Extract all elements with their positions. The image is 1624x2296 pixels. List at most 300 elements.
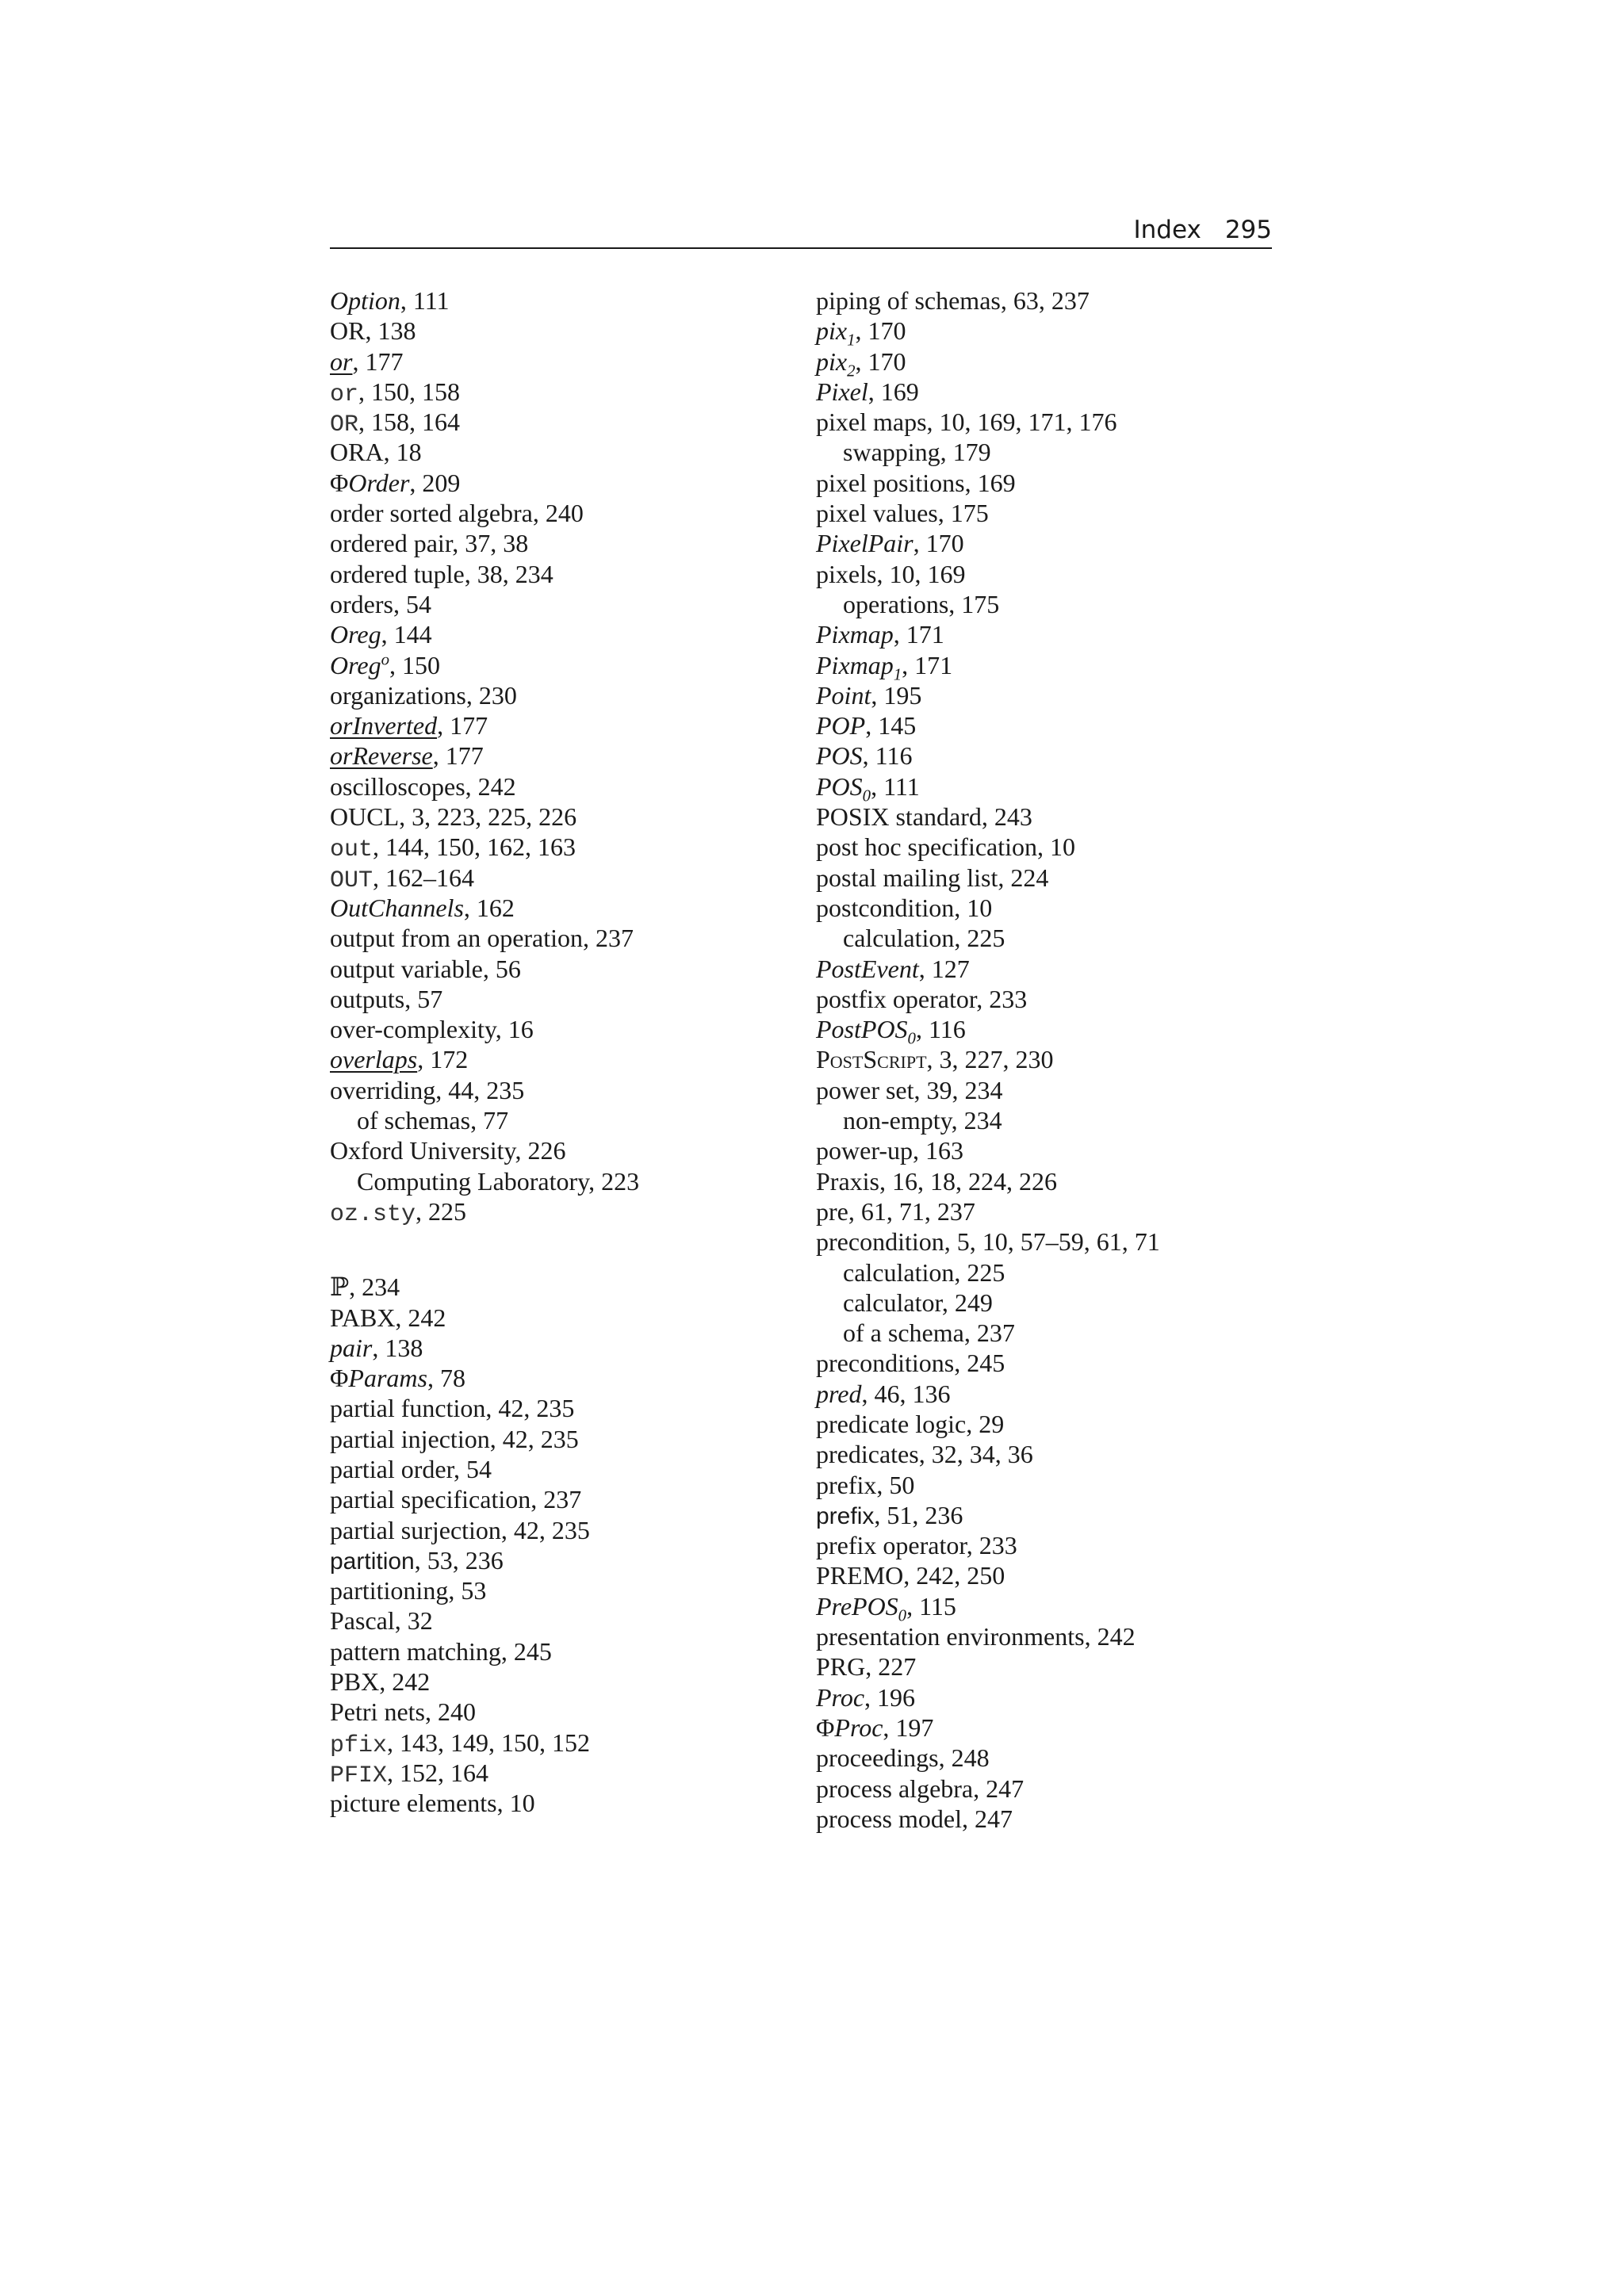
- entry-page-refs: , 179: [940, 438, 991, 467]
- entry-page-refs: , 18: [383, 438, 422, 467]
- index-entry: [330, 802, 774, 832]
- index-entry: [330, 954, 774, 984]
- entry-term: pattern matching: [330, 1636, 501, 1666]
- header-label: Index: [1133, 216, 1201, 244]
- index-subentry: [330, 1105, 774, 1135]
- entry-term: oz.sty: [330, 1200, 416, 1228]
- entry-term: Pixmap: [816, 620, 894, 649]
- header-text: [1133, 216, 1272, 244]
- entry-term: prefix operator: [816, 1531, 967, 1560]
- entry-page-refs: , 170: [855, 346, 906, 376]
- entry-subscript: 0: [898, 1606, 907, 1625]
- entry-term: partial function: [330, 1394, 486, 1423]
- entry-term: post hoc specification: [816, 832, 1038, 862]
- index-entry: [816, 528, 1260, 558]
- entry-term: PrePOS: [816, 1591, 898, 1621]
- entry-page-refs: , 116: [915, 1015, 966, 1044]
- index-column-left: [330, 285, 774, 1819]
- entry-term: Pascal: [330, 1606, 395, 1636]
- entry-page-refs: , 150: [389, 650, 440, 679]
- entry-term: precondition: [816, 1227, 944, 1257]
- entry-term: oscilloscopes: [330, 771, 465, 801]
- entry-term: partition: [330, 1548, 415, 1575]
- entry-term: picture elements: [330, 1789, 497, 1818]
- entry-subscript: 0: [862, 786, 871, 806]
- entry-term: partial specification: [330, 1485, 531, 1514]
- entry-term: predicate logic: [816, 1409, 967, 1438]
- index-entry: [816, 498, 1260, 528]
- index-entry: [330, 1303, 774, 1333]
- entry-page-refs: , 225: [416, 1196, 467, 1226]
- entry-term: output from an operation: [330, 924, 584, 953]
- entry-term: postal mailing list: [816, 863, 998, 892]
- index-entry: [330, 1545, 774, 1575]
- entry-term: pre: [816, 1196, 848, 1226]
- entry-term: proceedings: [816, 1743, 939, 1773]
- entry-page-refs: , 42, 235: [489, 1424, 579, 1453]
- index-entry: [816, 1743, 1260, 1773]
- index-entry: [816, 1682, 1260, 1712]
- index-entry: [330, 1575, 774, 1605]
- entry-page-refs: , 233: [966, 1531, 1017, 1560]
- entry-term: OutChannels: [330, 893, 464, 922]
- index-entry: [816, 1196, 1260, 1226]
- entry-term: Oreg: [330, 620, 381, 649]
- entry-page-refs: , 57: [404, 984, 443, 1013]
- entry-page-refs: , 51, 236: [874, 1500, 963, 1529]
- entry-term: Proc: [834, 1712, 883, 1742]
- index-entry: [816, 740, 1260, 771]
- entry-page-refs: , 170: [913, 529, 964, 558]
- entry-page-refs: , 243: [981, 802, 1032, 832]
- entry-page-refs: , 39, 234: [914, 1075, 1003, 1104]
- index-entry: [330, 1363, 774, 1393]
- index-entry: [816, 346, 1260, 380]
- index-entry: [816, 802, 1260, 832]
- entry-page-refs: , 226: [515, 1136, 566, 1165]
- entry-term: operations: [843, 589, 949, 618]
- entry-term: OUCL: [330, 802, 400, 832]
- entry-page-refs: , 150, 158: [358, 377, 461, 406]
- index-entry: [330, 1333, 774, 1363]
- entry-term: pix: [816, 316, 848, 346]
- entry-term: Params: [348, 1364, 427, 1393]
- entry-page-refs: , 237: [583, 924, 634, 953]
- index-entry: [816, 984, 1260, 1014]
- entry-page-refs: , 163: [912, 1136, 963, 1165]
- index-entry: [330, 1135, 774, 1165]
- index-entry: [330, 923, 774, 953]
- entry-term: partial surjection: [330, 1515, 501, 1544]
- entry-term: non-empty: [843, 1106, 952, 1135]
- entry-term: PixelPair: [816, 529, 914, 558]
- entry-term: PREMO: [816, 1561, 904, 1590]
- entry-page-refs: , 38, 234: [464, 559, 553, 588]
- entry-subscript: 1: [847, 331, 856, 350]
- entry-term: or: [330, 346, 353, 376]
- index-entry: [330, 1697, 774, 1727]
- entry-page-refs: , 240: [424, 1697, 476, 1727]
- entry-term: partitioning: [330, 1576, 449, 1605]
- entry-page-refs: , 143, 149, 150, 152: [387, 1728, 591, 1757]
- index-entry: [330, 832, 774, 862]
- entry-page-refs: , 42, 235: [485, 1394, 575, 1423]
- entry-term: pfix: [330, 1732, 388, 1759]
- index-column-right: [816, 285, 1260, 1834]
- entry-term: POS: [816, 771, 863, 801]
- entry-page-refs: , 196: [864, 1682, 916, 1712]
- index-entry: [816, 1135, 1260, 1165]
- entry-term: OR: [330, 411, 359, 439]
- index-entry: [330, 437, 774, 467]
- entry-term: postcondition: [816, 893, 955, 922]
- index-subentry: [330, 1166, 774, 1196]
- index-entry: [330, 893, 774, 923]
- entry-page-refs: , 3, 227, 230: [926, 1045, 1054, 1074]
- entry-term: PRG: [816, 1652, 866, 1682]
- entry-page-refs: , 230: [465, 680, 517, 710]
- entry-term: prefix: [816, 1502, 875, 1529]
- entry-page-refs: , 237: [963, 1318, 1015, 1348]
- index-entry: [330, 346, 774, 377]
- entry-term: Oreg: [330, 650, 381, 679]
- entry-page-refs: , 152, 164: [387, 1758, 489, 1787]
- entry-term: Petri nets: [330, 1697, 425, 1727]
- entry-page-refs: , 177: [432, 741, 484, 771]
- index-subentry: [816, 923, 1260, 953]
- entry-page-refs: , 234: [951, 1106, 1002, 1135]
- index-entry: [816, 1804, 1260, 1834]
- index-entry: [816, 710, 1260, 740]
- index-entry: [816, 954, 1260, 984]
- entry-term: calculation: [843, 924, 955, 953]
- entry-page-refs: , 16, 18, 224, 226: [879, 1166, 1057, 1196]
- index-entry: [816, 1774, 1260, 1804]
- entry-term: pixels: [816, 559, 877, 588]
- index-entry: [330, 680, 774, 710]
- index-entry: [330, 1196, 774, 1226]
- entry-page-refs: , 242: [379, 1667, 431, 1697]
- entry-term: orders: [330, 589, 393, 618]
- index-entry: [816, 650, 1260, 683]
- entry-term: OUT: [330, 867, 373, 894]
- index-entry: [330, 559, 774, 589]
- entry-page-refs: , 209: [409, 468, 461, 497]
- entry-term: ORA: [330, 438, 384, 467]
- index-entry: [330, 1454, 774, 1484]
- index-entry: [816, 377, 1260, 407]
- entry-page-refs: , 10: [954, 893, 993, 922]
- entry-page-refs: , 242: [1084, 1622, 1136, 1651]
- entry-term: preconditions: [816, 1349, 955, 1378]
- entry-page-refs: , 32, 34, 36: [918, 1440, 1033, 1469]
- entry-page-refs: , 171: [902, 650, 953, 679]
- entry-page-refs: , 169: [868, 377, 919, 406]
- entry-page-refs: , 61, 71, 237: [848, 1196, 975, 1226]
- entry-page-refs: , 162–164: [373, 863, 475, 892]
- index-entry: [816, 1651, 1260, 1682]
- entry-page-refs: , 249: [941, 1288, 993, 1317]
- entry-term: predicates: [816, 1440, 919, 1469]
- index-entry: [330, 1515, 774, 1545]
- index-entry: [816, 1439, 1260, 1469]
- index-subentry: [816, 589, 1260, 619]
- entry-term: process algebra: [816, 1774, 974, 1803]
- entry-page-refs: , 247: [961, 1804, 1013, 1833]
- entry-page-refs: , 144: [381, 620, 432, 649]
- entry-page-refs: , 162: [463, 893, 515, 922]
- index-entry: [330, 1014, 774, 1044]
- index-entry: [330, 1484, 774, 1514]
- index-entry: [330, 1075, 774, 1105]
- index-entry: [816, 1530, 1260, 1560]
- entry-term: pixel positions: [816, 468, 965, 497]
- entry-page-refs: , 247: [973, 1774, 1025, 1803]
- entry-prefix: Φ: [330, 468, 349, 497]
- entry-page-refs: , 42, 235: [500, 1515, 590, 1544]
- entry-page-refs: , 127: [918, 954, 970, 983]
- entry-term: PostEvent: [816, 954, 919, 983]
- entry-term: PBX: [330, 1667, 380, 1697]
- running-header: [330, 212, 1272, 249]
- entry-term: overlaps: [330, 1045, 418, 1074]
- entry-term: out: [330, 836, 373, 864]
- entry-page-refs: , 10, 169: [876, 559, 966, 588]
- entry-page-refs: , 145: [865, 711, 917, 740]
- entry-term: calculator: [843, 1288, 942, 1317]
- entry-page-refs: , 223: [588, 1166, 640, 1196]
- entry-term: PostScript: [816, 1045, 927, 1074]
- entry-term: Option: [330, 286, 400, 315]
- entry-term: of a schema: [843, 1318, 964, 1348]
- entry-subscript: 2: [847, 361, 856, 380]
- index-entry: [816, 468, 1260, 498]
- entry-term: calculation: [843, 1257, 955, 1287]
- entry-page-refs: , 138: [365, 316, 416, 346]
- entry-term: Pixel: [816, 377, 868, 406]
- entry-page-refs: , 111: [400, 286, 450, 315]
- index-subentry: [816, 1318, 1260, 1348]
- index-entry: [330, 1728, 774, 1758]
- index-entry: [330, 1758, 774, 1788]
- index-entry: [816, 559, 1260, 589]
- entry-page-refs: , 234: [349, 1272, 400, 1302]
- entry-page-refs: , 169: [964, 468, 1016, 497]
- entry-term: Praxis: [816, 1166, 879, 1196]
- entry-term: output variable: [330, 954, 483, 983]
- entry-page-refs: , 158, 164: [358, 408, 461, 437]
- index-entry: [330, 740, 774, 771]
- index-entry: [816, 1591, 1260, 1625]
- entry-term: organizations: [330, 680, 466, 710]
- entry-term: overriding: [330, 1075, 436, 1104]
- index-entry: [330, 619, 774, 649]
- index-entry: [816, 771, 1260, 806]
- entry-page-refs: , 53, 236: [414, 1545, 504, 1575]
- entry-term: pred: [816, 1379, 862, 1408]
- entry-term: partial injection: [330, 1424, 490, 1453]
- entry-page-refs: , 225: [954, 1257, 1005, 1287]
- entry-page-refs: , 171: [893, 620, 944, 649]
- entry-term: POSIX standard: [816, 802, 982, 832]
- index-entry: [816, 1560, 1260, 1590]
- entry-page-refs: , 245: [500, 1636, 552, 1666]
- index-entry: [330, 468, 774, 498]
- entry-page-refs: , 116: [862, 741, 913, 771]
- entry-term: PABX: [330, 1303, 396, 1332]
- entry-page-refs: , 115: [906, 1591, 956, 1621]
- entry-term: Pixmap: [816, 650, 894, 679]
- entry-term: Proc: [816, 1682, 865, 1712]
- entry-page-refs: , 177: [437, 711, 488, 740]
- index-entry: [330, 771, 774, 802]
- entry-page-refs: , 197: [883, 1712, 934, 1742]
- index-entry: [816, 1409, 1260, 1439]
- index-entry: [330, 1788, 774, 1818]
- entry-page-refs: , 144, 150, 162, 163: [373, 832, 576, 862]
- page-number: 295: [1224, 216, 1272, 244]
- index-entry: [816, 680, 1260, 710]
- entry-page-refs: , 138: [372, 1333, 423, 1362]
- entry-page-refs: , 56: [482, 954, 521, 983]
- entry-page-refs: , 5, 10, 57–59, 61, 71: [944, 1227, 1160, 1257]
- entry-page-refs: , 111: [871, 771, 920, 801]
- entry-page-refs: , 227: [865, 1652, 917, 1682]
- index-entry: [330, 1272, 774, 1302]
- index-subentry: [816, 1257, 1260, 1288]
- index-entry: [330, 1424, 774, 1454]
- entry-page-refs: , 177: [352, 346, 404, 376]
- entry-page-refs: , 46, 136: [861, 1379, 951, 1408]
- entry-subscript: 1: [893, 664, 902, 683]
- index-entry: [816, 832, 1260, 862]
- entry-term: order sorted algebra: [330, 499, 533, 528]
- entry-page-refs: , 242: [465, 771, 516, 801]
- entry-page-refs: , 172: [417, 1045, 469, 1074]
- entry-term: power-up: [816, 1136, 913, 1165]
- entry-term: pixel maps: [816, 408, 927, 437]
- entry-term: outputs: [330, 984, 405, 1013]
- index-entry: [816, 893, 1260, 923]
- index-entry: [330, 1636, 774, 1667]
- entry-term: postfix operator: [816, 984, 977, 1013]
- entry-term: piping of schemas: [816, 286, 1001, 315]
- entry-prefix: Φ: [816, 1712, 835, 1742]
- index-entry: [816, 1470, 1260, 1500]
- entry-page-refs: , 170: [855, 316, 906, 346]
- index-entry: [330, 528, 774, 558]
- entry-page-refs: , 10: [496, 1789, 535, 1818]
- entry-term: PostPOS: [816, 1015, 908, 1044]
- entry-page-refs: , 248: [938, 1743, 990, 1773]
- entry-term: ordered pair: [330, 529, 453, 558]
- index-entry: [816, 1379, 1260, 1409]
- index-entry: [816, 1166, 1260, 1196]
- entry-page-refs: , 77: [470, 1106, 509, 1135]
- entry-subscript: 0: [907, 1029, 916, 1048]
- entry-page-refs: , 54: [453, 1454, 492, 1483]
- index-entry: [330, 285, 774, 316]
- index-entry: [816, 407, 1260, 437]
- entry-term: OR: [330, 316, 366, 346]
- index-entry: [816, 285, 1260, 316]
- entry-page-refs: , 245: [954, 1349, 1005, 1378]
- entry-page-refs: , 44, 235: [435, 1075, 525, 1104]
- entry-term: ℙ: [330, 1272, 350, 1302]
- entry-page-refs: , 53: [448, 1576, 487, 1605]
- index-entry: [330, 498, 774, 528]
- entry-page-refs: , 242: [395, 1303, 446, 1332]
- entry-term: power set: [816, 1075, 914, 1104]
- entry-term: orReverse: [330, 741, 433, 771]
- entry-term: Oxford University: [330, 1136, 515, 1165]
- entry-term: Computing Laboratory: [357, 1166, 589, 1196]
- entry-page-refs: , 175: [937, 499, 989, 528]
- entry-term: prefix: [816, 1470, 877, 1499]
- index-subentry: [816, 437, 1260, 467]
- entry-page-refs: , 3, 223, 225, 226: [399, 802, 577, 832]
- entry-term: pixel values: [816, 499, 938, 528]
- entry-term: of schemas: [357, 1106, 471, 1135]
- index-entry: [816, 1014, 1260, 1048]
- entry-term: pair: [330, 1333, 373, 1362]
- entry-page-refs: , 225: [954, 924, 1005, 953]
- entry-term: Order: [348, 468, 410, 497]
- entry-page-refs: , 16: [495, 1015, 534, 1044]
- entry-page-refs: , 175: [948, 589, 1000, 618]
- index-entry: [330, 650, 774, 680]
- index-entry: [330, 984, 774, 1014]
- entry-page-refs: , 10: [1037, 832, 1076, 862]
- index-entry: [330, 1667, 774, 1697]
- index-entry: [330, 1605, 774, 1636]
- entry-page-refs: , 233: [976, 984, 1028, 1013]
- index-entry: [330, 407, 774, 437]
- entry-page-refs: , 237: [530, 1485, 582, 1514]
- index-entry: [330, 377, 774, 407]
- entry-page-refs: , 10, 169, 171, 176: [926, 408, 1117, 437]
- entry-term: POP: [816, 711, 866, 740]
- entry-term: presentation environments: [816, 1622, 1085, 1651]
- entry-superscript: o: [381, 649, 389, 668]
- index-entry: [816, 1500, 1260, 1530]
- entry-page-refs: , 195: [871, 680, 922, 710]
- index-entry: [330, 1393, 774, 1423]
- index-subentry: [816, 1105, 1260, 1135]
- index-entry: [330, 589, 774, 619]
- index-entry: [816, 1226, 1260, 1257]
- entry-term: Point: [816, 680, 871, 710]
- index-entry: [816, 619, 1260, 649]
- section-gap: [330, 1226, 774, 1272]
- entry-term: POS: [816, 741, 863, 771]
- entry-term: orInverted: [330, 711, 438, 740]
- index-entry: [816, 1044, 1260, 1074]
- index-entry: [816, 1712, 1260, 1743]
- index-entry: [816, 1348, 1260, 1378]
- entry-term: PFIX: [330, 1762, 388, 1789]
- entry-page-refs: , 37, 38: [452, 529, 529, 558]
- entry-page-refs: , 242, 250: [903, 1561, 1005, 1590]
- entry-page-refs: , 32: [394, 1606, 433, 1636]
- entry-page-refs: , 29: [966, 1409, 1005, 1438]
- index-entry: [330, 1044, 774, 1074]
- index-entry: [330, 710, 774, 740]
- entry-page-refs: , 240: [532, 499, 584, 528]
- index-entry: [816, 1075, 1260, 1105]
- entry-term: partial order: [330, 1454, 454, 1483]
- index-entry: [816, 316, 1260, 350]
